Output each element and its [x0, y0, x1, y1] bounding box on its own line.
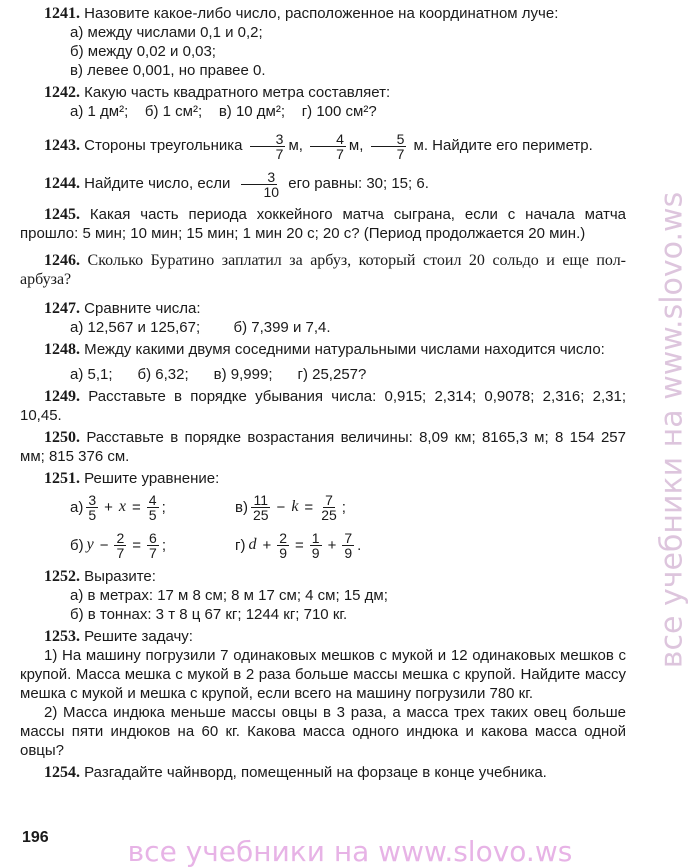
- task-1: 1) На машину погрузили 7 одинаковых мешков с мукой и 12 одинаковых мешков с крупой. Масса мешка с мукой в 2 раза больше массы мешка с крупой. Найдите массу мешка с мукой и мешка с крупой, если всего на машину погрузили 780 кг.: [20, 647, 626, 702]
- exercise-text: Решите уравнение:: [84, 470, 220, 487]
- exercise-1243: [20, 129, 626, 163]
- exercise-number: 1248.: [44, 341, 80, 358]
- equation-g: г) d + $\frac{2}{9}$ = $\frac{1}{9}$ + $\frac{7}{9}$ .: [235, 529, 362, 561]
- watermark-bottom: все учебники на www.slovo.ws: [127, 835, 573, 868]
- exercise-1249: [20, 387, 626, 425]
- exercise-text: Расставьте в порядке убывания числа: 0,915; 2,314; 0,9078; 2,316; 2,31; 10,45.: [20, 388, 626, 424]
- equation-row: [20, 526, 626, 564]
- exercise-text: Назовите какое-либо число, расположенное на координатном луче:: [84, 5, 559, 22]
- exercise-text: Сколько Буратино заплатил за арбуз, который стоил 20 сольдо и еще пол-арбуза?: [20, 252, 627, 288]
- exercise-number: 1251.: [44, 470, 80, 487]
- exercise-1251: [20, 469, 626, 564]
- items: а) 12,567 и 125,67; б) 7,399 и 7,4.: [70, 319, 331, 336]
- exercise-1242: [20, 83, 626, 121]
- watermark-vertical: все учебники на www.slovo.ws: [654, 191, 690, 669]
- unit: м,: [288, 137, 303, 154]
- exercise-number: 1242.: [44, 84, 80, 101]
- item-a: а) в метрах: 17 м 8 см; 8 м 17 см; 4 см; 15 дм;: [70, 587, 388, 604]
- exercise-number: 1246.: [44, 252, 80, 269]
- exercise-1250: [20, 428, 626, 466]
- exercise-1254: [20, 763, 626, 782]
- item-b: б) между 0,02 и 0,03;: [70, 43, 216, 60]
- equation-v: в) $\frac{11}{25}$ − k = $\frac{7}{25}$ ;: [235, 491, 346, 523]
- equation-a: а) $\frac{3}{5}$ + x = $\frac{4}{5}$ ;: [70, 491, 166, 523]
- exercise-text: Найдите число, если: [84, 175, 231, 192]
- exercise-text: его равны: 30; 15; 6.: [288, 175, 429, 192]
- exercise-number: 1253.: [44, 628, 80, 645]
- exercise-text: Между какими двумя соседними натуральными числами находится число:: [84, 341, 605, 358]
- exercise-1241: [20, 4, 626, 80]
- exercise-number: 1243.: [44, 137, 80, 154]
- exercise-list: [20, 4, 626, 782]
- exercise-1252: [20, 567, 626, 624]
- exercise-text: Выразите:: [84, 568, 156, 585]
- item-a: а) между числами 0,1 и 0,2;: [70, 24, 263, 41]
- exercise-text: Расставьте в порядке возрастания величины: 8,09 км; 8165,3 м; 8 154 257 мм; 815 376 см.: [20, 429, 626, 465]
- fraction: $\frac{5}{7}$: [371, 132, 407, 161]
- fraction: $\frac{3}{7}$: [250, 132, 286, 161]
- exercise-number: 1254.: [44, 764, 80, 781]
- exercise-1244: [20, 167, 626, 201]
- fraction: $\frac{3}{10}$: [238, 170, 282, 199]
- item-b: б) в тоннах: 3 т 8 ц 67 кг; 1244 кг; 710 кг.: [70, 606, 348, 623]
- exercise-number: 1244.: [44, 175, 80, 192]
- exercise-text: Стороны треугольника: [84, 137, 243, 154]
- exercise-text: Сравните числа:: [84, 300, 201, 317]
- exercise-number: 1245.: [44, 206, 80, 223]
- fraction: $\frac{4}{7}$: [310, 132, 346, 161]
- exercise-text: Разгадайте чайнворд, помещенный на форзаце в конце учебника.: [84, 764, 547, 781]
- items: а) 1 дм²; б) 1 см²; в) 10 дм²; г) 100 см²?: [70, 103, 377, 120]
- exercise-1247: [20, 299, 626, 337]
- exercise-number: 1249.: [44, 388, 80, 405]
- exercise-number: 1250.: [44, 429, 80, 446]
- exercise-text: Какую часть квадратного метра составляет:: [84, 84, 391, 101]
- item-c: в) левее 0,001, но правее 0.: [70, 62, 266, 79]
- exercise-number: 1241.: [44, 5, 80, 22]
- exercise-text: Какая часть периода хоккейного матча сыграна, если с начала матча прошло: 5 мин; 10 мин; 15 мин; 1 мин 20 с; 20 с? (Период продолжается 20 мин.): [20, 206, 626, 242]
- task-2: 2) Масса индюка меньше массы овцы в 3 раза, а масса трех таких овец больше массы пяти индюков на 60 кг. Какова масса одного индюка и какова масса одной овцы?: [20, 704, 626, 759]
- unit: м,: [348, 137, 364, 154]
- exercise-text: Решите задачу:: [84, 628, 193, 645]
- exercise-number: 1252.: [44, 568, 80, 585]
- equation-b: б) y − $\frac{2}{7}$ = $\frac{6}{7}$ ;: [70, 529, 166, 561]
- items: а) 5,1; б) 6,32; в) 9,999; г) 25,257?: [70, 366, 367, 383]
- exercise-1248: [20, 340, 626, 384]
- exercise-1245: [20, 205, 626, 243]
- equation-row: [20, 488, 626, 526]
- exercise-number: 1247.: [44, 300, 80, 317]
- exercise-text: м. Найдите его периметр.: [413, 137, 593, 154]
- exercise-1253: [20, 627, 626, 760]
- page-number: 196: [22, 829, 49, 846]
- exercise-1246: [20, 251, 626, 289]
